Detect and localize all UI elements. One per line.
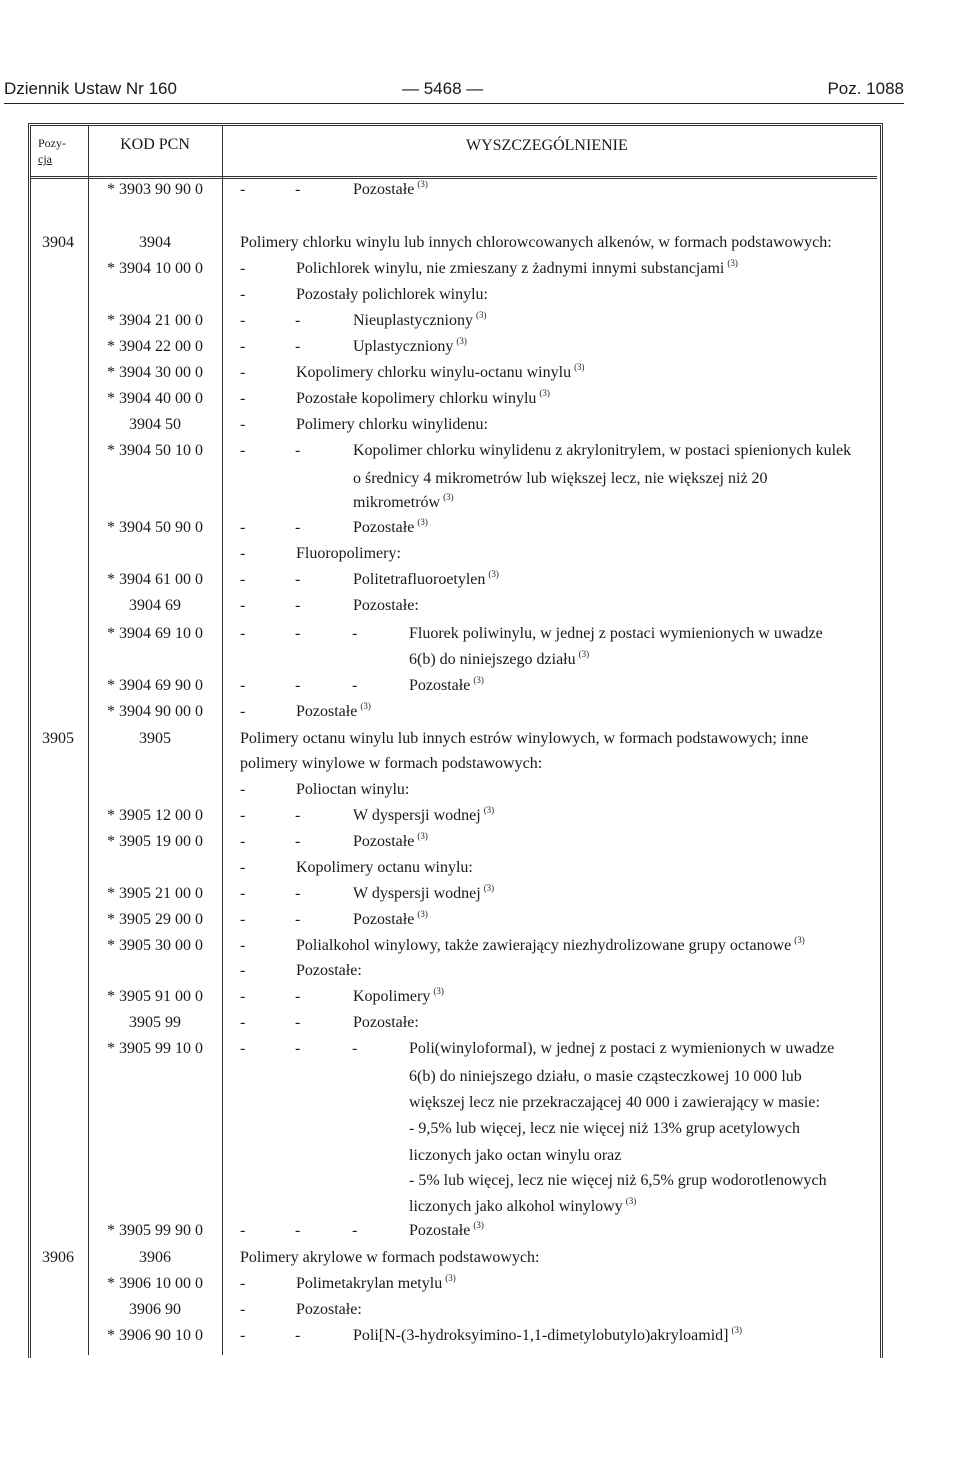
code-cell: * 3904 50 90 0 [107,519,203,536]
code-cell: * 3904 30 00 0 [107,364,203,381]
column-header-position-line2: cja [38,152,52,166]
footnote-marker: (3) [417,831,428,841]
description-cell [353,1323,742,1349]
level-dash: - [240,625,246,642]
code-cell: * 3904 69 10 0 [107,625,203,642]
level-dash: - [240,1222,246,1239]
footnote-marker: (3) [445,1273,456,1283]
description-text: Politetrafluoroetylen [353,571,486,588]
description-text: liczonych jako octan winylu oraz [409,1147,622,1164]
level-dash: - [240,703,246,720]
description-text: Pozostałe [353,833,415,850]
footnote-marker: (3) [483,883,495,893]
description-cell [353,515,428,541]
level-dash: - [295,338,301,355]
description-text: Polimery chlorku winylidenu: [296,416,488,433]
level-dash: - [240,390,246,407]
level-dash: - [240,286,246,303]
description-cell [409,1116,800,1142]
level-dash: - [295,1222,301,1239]
description-text: Pozostałe [409,1222,471,1239]
description-cell [296,541,401,567]
description-text: mikrometrów [353,494,441,511]
description-text: Poli[N-(3-hydroksyimino-1,1-dimetylobutylo)akryloamid] [353,1327,729,1344]
description-text: Pozostałe: [296,1301,362,1318]
level-dash: - [240,807,246,824]
level-dash: - [240,911,246,928]
code-cell: * 3904 61 00 0 [107,571,203,588]
code-cell: 3904 [139,234,171,251]
level-dash: - [295,597,301,614]
description-text: 6(b) do niniejszego działu, o masie cząsteczkowej 10 000 lub [409,1068,802,1085]
level-dash: - [240,260,246,277]
column-header-code: KOD PCN [120,136,190,153]
level-dash: - [240,519,246,536]
description-cell [353,881,494,907]
description-cell [296,282,488,308]
code-cell: * 3904 21 00 0 [107,312,203,329]
level-dash: - [295,807,301,824]
level-dash: - [240,571,246,588]
code-cell: * 3905 91 00 0 [107,988,203,1005]
code-cell: * 3904 69 90 0 [107,677,203,694]
footnote-marker: (3) [360,701,371,711]
code-cell: * 3905 19 00 0 [107,833,203,850]
description-text: Pozostałe [353,911,415,928]
description-text: Pozostałe kopolimery chlorku winylu [296,390,537,407]
description-text: Poli(winyloformal), w jednej z postaci z wymienionych w uwadze [409,1040,835,1057]
description-text: Pozostały polichlorek winylu: [296,286,488,303]
page-number: — 5468 — [402,79,484,98]
description-cell [296,256,738,282]
description-cell [353,803,494,829]
code-cell: * 3906 10 00 0 [107,1275,203,1292]
position-cell: 3904 [42,234,74,251]
description-text: Polialkohol winylowy, także zawierający niezhydrolizowane grupy octanowe [296,937,792,954]
description-text: o średnicy 4 mikrometrów lub większej lecz, nie większej niż 20 [353,470,768,487]
footnote-marker: (3) [539,388,550,398]
description-cell [409,1168,827,1194]
description-text: Fluorek poliwinylu, w jednej z postaci wymienionych w uwadze [409,625,823,642]
footnote-marker: (3) [794,935,805,945]
level-dash: - [240,988,246,1005]
description-cell [296,412,488,438]
level-dash: - [352,1040,358,1057]
description-cell [240,726,808,752]
description-cell [409,1036,834,1062]
code-cell: * 3906 90 10 0 [107,1327,203,1344]
description-cell [409,1143,621,1169]
description-text: Polimetakrylan metylu [296,1275,443,1292]
level-dash: - [295,885,301,902]
level-dash: - [240,338,246,355]
level-dash: - [295,625,301,642]
code-cell: 3905 [139,730,171,747]
level-dash: - [240,937,246,954]
description-text: Polimery akrylowe w formach podstawowych: [240,1249,540,1266]
level-dash: - [240,1301,246,1318]
description-cell [240,230,832,256]
description-cell [353,177,428,203]
code-cell: * 3904 40 00 0 [107,390,203,407]
level-dash: - [240,1014,246,1031]
description-text: polimery winylowe w formach podstawowych: [240,755,543,772]
code-cell: * 3905 29 00 0 [107,911,203,928]
level-dash: - [240,885,246,902]
footnote-marker: (3) [443,492,454,502]
level-dash: - [240,545,246,562]
description-text: Kopolimery [353,988,431,1005]
description-text: Pozostałe [409,677,471,694]
description-text: 6(b) do niniejszego działu [409,651,576,668]
level-dash: - [240,833,246,850]
footnote-marker: (3) [731,1325,742,1335]
description-text: Polichlorek winylu, nie zmieszany z żadnymi innymi substancjami [296,260,725,277]
level-dash: - [240,442,246,459]
footnote-marker: (3) [475,310,487,320]
code-cell: 3906 90 [129,1301,181,1318]
footnote-marker: (3) [578,649,590,659]
description-text: Pozostałe [353,519,415,536]
description-text: Kopolimery chlorku winylu-octanu winylu [296,364,572,381]
footnote-marker: (3) [417,909,428,919]
column-divider-code [222,126,223,1355]
description-cell [296,855,473,881]
description-cell [353,438,851,464]
description-cell [353,567,499,593]
level-dash: - [240,597,246,614]
description-cell [353,334,467,360]
description-text: Pozostałe: [353,597,419,614]
description-text: Kopolimer chlorku winylidenu z akrylonitrylem, w postaci spienionych kulek [353,442,852,459]
footnote-marker: (3) [727,258,738,268]
level-dash: - [240,364,246,381]
level-dash: - [295,1014,301,1031]
level-dash: - [352,677,358,694]
level-dash: - [240,416,246,433]
code-cell: * 3904 90 00 0 [107,703,203,720]
description-cell [353,308,486,334]
level-dash: - [295,677,301,694]
level-dash: - [295,571,301,588]
footnote-marker: (3) [574,362,585,372]
code-cell: * 3905 99 90 0 [107,1222,203,1239]
footnote-marker: (3) [483,805,495,815]
description-text: Pozostałe: [353,1014,419,1031]
description-text: Polioctan winylu: [296,781,410,798]
code-cell: * 3903 90 90 0 [107,181,203,198]
level-dash: - [295,181,301,198]
level-dash: - [352,1222,358,1239]
code-cell: * 3905 21 00 0 [107,885,203,902]
description-cell [409,1090,820,1116]
code-cell: * 3905 30 00 0 [107,937,203,954]
level-dash: - [295,312,301,329]
level-dash: - [240,677,246,694]
footnote-marker: (3) [417,517,428,527]
code-cell: * 3904 22 00 0 [107,338,203,355]
code-cell: * 3905 99 10 0 [107,1040,203,1057]
description-cell [409,621,823,647]
footnote-marker: (3) [625,1196,637,1206]
description-text: - 9,5% lub więcej, lecz nie więcej niż 13% grup acetylowych [409,1120,800,1137]
description-text: - 5% lub więcej, lecz nie więcej niż 6,5% grup wodorotlenowych [409,1172,827,1189]
description-text: Pozostałe [353,181,415,198]
description-cell [353,984,444,1010]
description-cell [240,1245,539,1271]
description-text: Uplastyczniony [353,338,454,355]
description-cell [296,958,362,984]
footnote-marker: (3) [456,336,467,346]
description-cell [240,751,542,777]
journal-title: Dziennik Ustaw Nr 160 [4,79,177,98]
column-header-position-line1: Pozy- [38,136,66,150]
level-dash: - [352,625,358,642]
description-cell [296,699,371,725]
code-cell: * 3905 12 00 0 [107,807,203,824]
description-cell [353,593,419,619]
description-cell [409,647,589,673]
footnote-marker: (3) [488,569,499,579]
code-cell: * 3904 50 10 0 [107,442,203,459]
description-text: Polimery chlorku winylu lub innych chlorowcowanych alkenów, w formach podstawowych: [240,234,832,251]
position-number: Poz. 1088 [827,79,904,98]
description-cell [296,1271,456,1297]
level-dash: - [240,859,246,876]
description-text: Pozostałe: [296,962,362,979]
description-text: W dyspersji wodnej [353,885,481,902]
level-dash: - [240,181,246,198]
description-cell [353,907,428,933]
description-cell [353,466,768,492]
description-cell [353,1010,419,1036]
code-cell: 3904 69 [129,597,181,614]
level-dash: - [295,442,301,459]
description-text: Nieuplastyczniony [353,312,473,329]
level-dash: - [295,1327,301,1344]
level-dash: - [295,988,301,1005]
description-cell [409,1218,484,1244]
level-dash: - [295,833,301,850]
description-text: Fluoropolimery: [296,545,401,562]
description-text: Polimery octanu winylu lub innych estrów winylowych, w formach podstawowych; inne [240,730,809,747]
level-dash: - [295,911,301,928]
description-cell [296,933,805,959]
description-text: liczonych jako alkohol winylowy [409,1198,623,1215]
column-header-description: WYSZCZEGÓLNIENIE [466,137,628,154]
description-cell [409,1194,636,1220]
level-dash: - [240,781,246,798]
position-cell: 3906 [42,1249,74,1266]
level-dash: - [295,1040,301,1057]
description-text: Kopolimery octanu winylu: [296,859,473,876]
level-dash: - [240,312,246,329]
description-cell [296,360,585,386]
footnote-marker: (3) [433,986,444,996]
code-cell: 3906 [139,1249,171,1266]
description-text: W dyspersji wodnej [353,807,481,824]
description-cell [296,386,550,412]
code-cell: 3904 50 [129,416,181,433]
description-cell [409,673,484,699]
description-cell [409,1064,802,1090]
footnote-marker: (3) [473,1220,484,1230]
position-cell: 3905 [42,730,74,747]
level-dash: - [240,1275,246,1292]
footnote-marker: (3) [417,179,428,189]
code-cell: 3905 99 [129,1014,181,1031]
code-cell: * 3904 10 00 0 [107,260,203,277]
level-dash: - [240,1040,246,1057]
description-cell [353,490,454,516]
level-dash: - [240,1327,246,1344]
description-text: większej lecz nie przekraczającej 40 000 i zawierający w masie: [409,1094,820,1111]
description-text: Pozostałe [296,703,358,720]
description-cell [296,777,409,803]
header-rule [4,103,904,104]
description-cell [296,1297,362,1323]
description-cell [353,829,428,855]
level-dash: - [240,962,246,979]
level-dash: - [295,519,301,536]
footnote-marker: (3) [473,675,484,685]
column-header-position [38,135,66,167]
